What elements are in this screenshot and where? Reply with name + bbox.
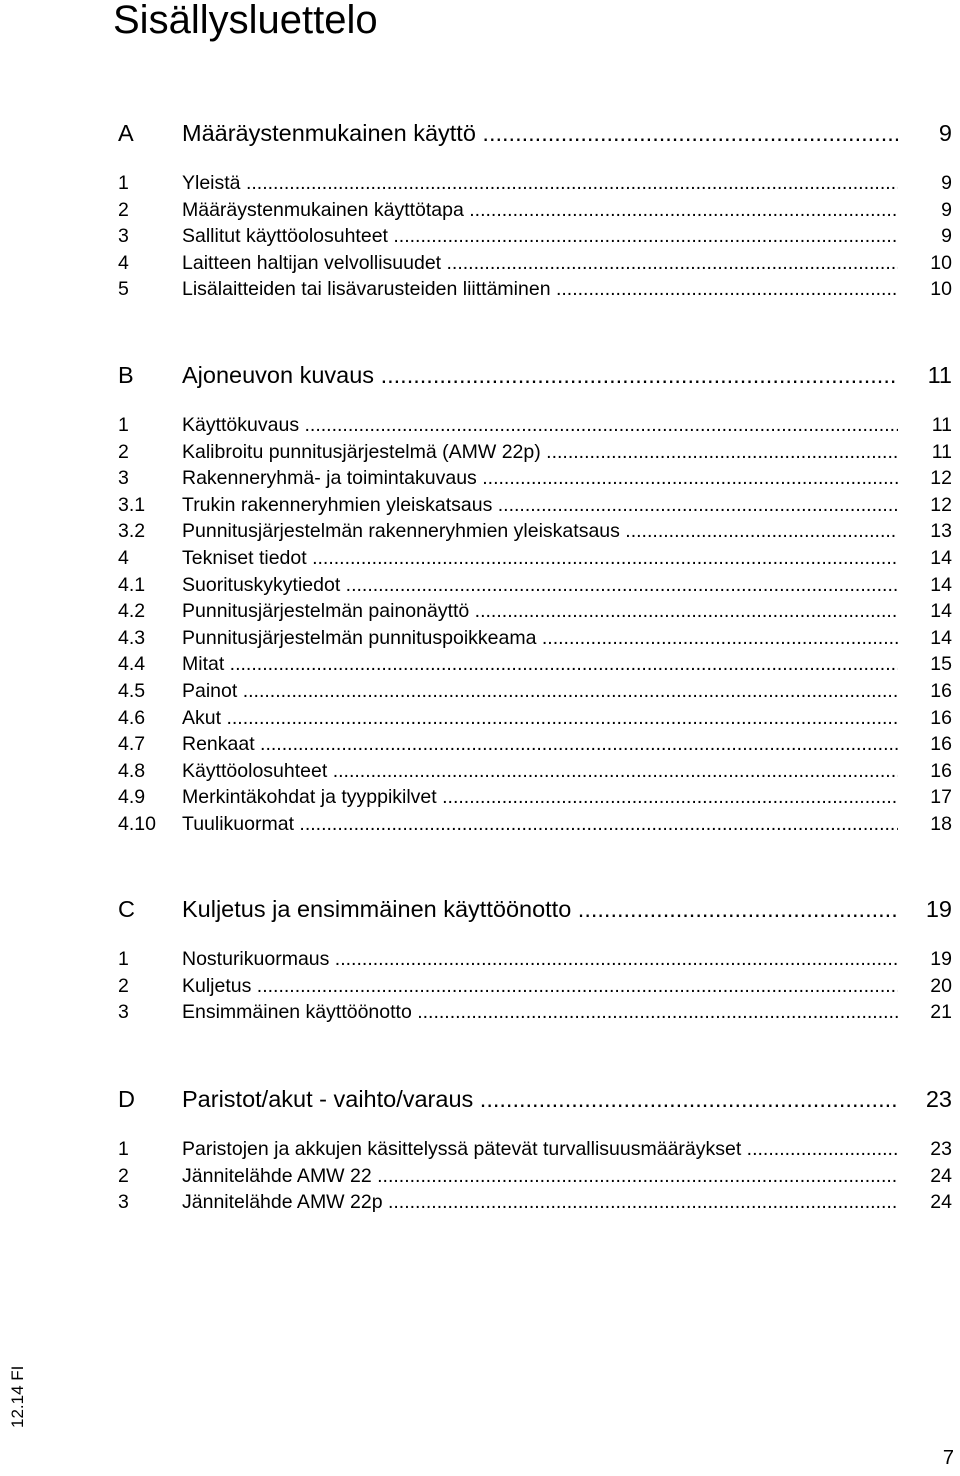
toc-entry-title: Käyttöolosuhteet ..... [182, 758, 898, 784]
toc-section-a[interactable] [0, 118, 960, 148]
toc-entry-number: 1 [118, 948, 129, 970]
toc-entry-number: 4.6 [118, 706, 146, 729]
toc-entry-page: 13 [930, 520, 952, 543]
toc-section-title: Ajoneuvon kuvaus ..... [182, 360, 898, 390]
toc-entry[interactable] [0, 412, 960, 438]
toc-entry-number: 2 [118, 440, 129, 463]
toc-entry-title: Suorituskykytiedot ..... [182, 572, 898, 598]
toc-entry-title: Merkintäkohdat ja tyyppikilvet ..... [182, 784, 898, 810]
toc-entry-page: 9 [941, 225, 952, 248]
toc-entry[interactable] [0, 492, 960, 518]
toc-entry-title: Nosturikuormaus ..... [182, 946, 898, 972]
toc-entry-number: 3 [118, 1001, 129, 1024]
toc-entry-title: Rakenneryhmä- ja toimintakuvaus ..... [182, 465, 898, 491]
toc-entry[interactable] [0, 705, 960, 731]
toc-entry[interactable] [0, 678, 960, 704]
toc-entry-page: 14 [930, 573, 952, 596]
toc-section-number: A [118, 120, 134, 146]
toc-entry-number: 1 [118, 414, 129, 436]
toc-entry-number: 4.1 [118, 573, 146, 596]
toc-entry-number: 4.2 [118, 600, 146, 623]
document-code: 12.14 FI [8, 1365, 27, 1428]
toc-entry-number: 3 [118, 467, 129, 490]
toc-entry-title: Yleistä ..... [182, 170, 898, 196]
toc-entry[interactable] [0, 197, 960, 223]
toc-section-d[interactable] [0, 1084, 960, 1114]
toc-entry-number: 3.2 [118, 520, 146, 543]
toc-entry-title: Punnitusjärjestelmän punnituspoikkeama ..... [182, 625, 898, 651]
toc-entry-page: 9 [941, 172, 952, 194]
toc-entry[interactable] [0, 784, 960, 810]
toc-entry[interactable] [0, 465, 960, 491]
toc-entry-title: Renkaat ..... [182, 731, 898, 757]
toc-entry-title: Painot ..... [182, 678, 898, 704]
toc-section-page: 9 [938, 120, 952, 146]
toc-entry-page: 19 [930, 948, 952, 970]
toc-entry[interactable] [0, 1189, 960, 1215]
toc-entry-title: Paristojen ja akkujen käsittelyssä pätevät turvallisuusmääräykset ..... [182, 1136, 898, 1162]
toc-section-b[interactable] [0, 360, 960, 390]
toc-entry-title: Punnitusjärjestelmän painonäyttö ..... [182, 598, 898, 624]
toc-section-page: 23 [925, 1086, 952, 1112]
toc-entry-number: 3 [118, 1191, 129, 1214]
page-number: 7 [942, 1447, 954, 1469]
toc-entry-number: 2 [118, 1164, 129, 1187]
toc-entry-page: 12 [930, 493, 952, 516]
toc-entry-page: 11 [931, 440, 952, 463]
toc-entry[interactable] [0, 973, 960, 999]
toc-entry[interactable] [0, 811, 960, 837]
toc-entry[interactable] [0, 651, 960, 677]
toc-entry[interactable] [0, 439, 960, 465]
toc-entry-page: 18 [930, 813, 952, 835]
toc-entry-title: Mitat ..... [182, 651, 898, 677]
toc-entry-title: Tekniset tiedot ..... [182, 545, 898, 571]
toc-entry-number: 4 [118, 251, 129, 274]
toc-entry-page: 16 [930, 680, 952, 702]
toc-entry-page: 10 [930, 278, 952, 301]
toc-entry-page: 20 [930, 974, 952, 997]
toc-entry[interactable] [0, 731, 960, 757]
toc-entry-page: 15 [930, 653, 952, 676]
toc-entry-title: Ensimmäinen käyttöönotto ..... [182, 999, 898, 1025]
toc-entry-page: 14 [930, 626, 952, 649]
toc-entry-title: Punnitusjärjestelmän rakenneryhmien yleiskatsaus ..... [182, 518, 898, 544]
toc-entry-number: 1 [118, 172, 129, 194]
toc-section-title: Paristot/akut - vaihto/varaus ..... [182, 1084, 898, 1114]
toc-entry-page: 9 [941, 198, 952, 221]
toc-entry-number: 4 [118, 547, 129, 569]
toc-entry-number: 1 [118, 1138, 129, 1160]
toc-entry-page: 14 [930, 600, 952, 623]
toc-entry-title: Kuljetus ..... [182, 973, 898, 999]
toc-section-page: 19 [925, 896, 952, 922]
toc-entry-number: 4.7 [118, 733, 146, 756]
toc-section-title: Kuljetus ja ensimmäinen käyttöönotto ..... [182, 894, 898, 924]
toc-entry-title: Tuulikuormat ..... [182, 811, 898, 837]
toc-entry-number: 2 [118, 974, 129, 997]
toc-entry[interactable] [0, 170, 960, 196]
toc-entry-number: 4.3 [118, 626, 146, 649]
toc-entry-page: 16 [930, 706, 952, 729]
toc-entry-page: 14 [930, 547, 952, 569]
toc-entry[interactable] [0, 223, 960, 249]
toc-entry-page: 16 [930, 733, 952, 756]
toc-entry-page: 21 [930, 1001, 952, 1024]
toc-entry-number: 3.1 [118, 493, 146, 516]
toc-entry-title: Laitteen haltijan velvollisuudet ..... [182, 250, 898, 276]
toc-entry[interactable] [0, 625, 960, 651]
toc-section-number: D [118, 1086, 135, 1112]
toc-entry-page: 11 [931, 414, 952, 436]
toc-entry-title: Akut ..... [182, 705, 898, 731]
toc-entry-title: Kalibroitu punnitusjärjestelmä (AMW 22p) ..... [182, 439, 898, 465]
toc-entry[interactable] [0, 276, 960, 302]
toc-entry-number: 2 [118, 198, 129, 221]
toc-entry-page: 12 [930, 467, 952, 490]
toc-section-page: 11 [927, 362, 952, 388]
toc-entry-page: 16 [930, 759, 952, 782]
toc-entry[interactable] [0, 758, 960, 784]
toc-entry[interactable] [0, 518, 960, 544]
toc-entry[interactable] [0, 1136, 960, 1162]
toc-entry-number: 3 [118, 225, 129, 248]
toc-entry-number: 4.9 [118, 786, 146, 809]
toc-entry[interactable] [0, 946, 960, 972]
toc-entry-page: 24 [930, 1191, 952, 1214]
toc-entry[interactable] [0, 250, 960, 276]
page-title: Sisällysluettelo [113, 0, 378, 42]
toc-entry-title: Lisälaitteiden tai lisävarusteiden liittäminen ..... [182, 276, 898, 302]
toc-entry-page: 24 [930, 1164, 952, 1187]
toc-entry-number: 4.10 [118, 813, 156, 835]
toc-section-number: B [118, 362, 134, 388]
toc-entry-number: 4.8 [118, 759, 146, 782]
toc-section-title: Määräystenmukainen käyttö ..... [182, 118, 898, 148]
toc-entry-title: Trukin rakenneryhmien yleiskatsaus ..... [182, 492, 898, 518]
toc-entry[interactable] [0, 545, 960, 571]
toc-entry-title: Sallitut käyttöolosuhteet ..... [182, 223, 898, 249]
toc-entry[interactable] [0, 598, 960, 624]
toc-entry-title: Määräystenmukainen käyttötapa ..... [182, 197, 898, 223]
toc-entry[interactable] [0, 572, 960, 598]
toc-entry-title: Jännitelähde AMW 22 ..... [182, 1163, 898, 1189]
toc-entry[interactable] [0, 1163, 960, 1189]
toc-entry-page: 10 [930, 251, 952, 274]
toc-section-c[interactable] [0, 894, 960, 924]
toc-entry-title: Jännitelähde AMW 22p ..... [182, 1189, 898, 1215]
toc-entry-number: 4.5 [118, 680, 146, 702]
toc-section-number: C [118, 896, 135, 922]
toc-entry-title: Käyttökuvaus ..... [182, 412, 898, 438]
toc-entry[interactable] [0, 999, 960, 1025]
toc-entry-number: 5 [118, 278, 129, 301]
toc-entry-number: 4.4 [118, 653, 146, 676]
toc-entry-page: 23 [930, 1138, 952, 1160]
toc-entry-page: 17 [930, 786, 952, 809]
